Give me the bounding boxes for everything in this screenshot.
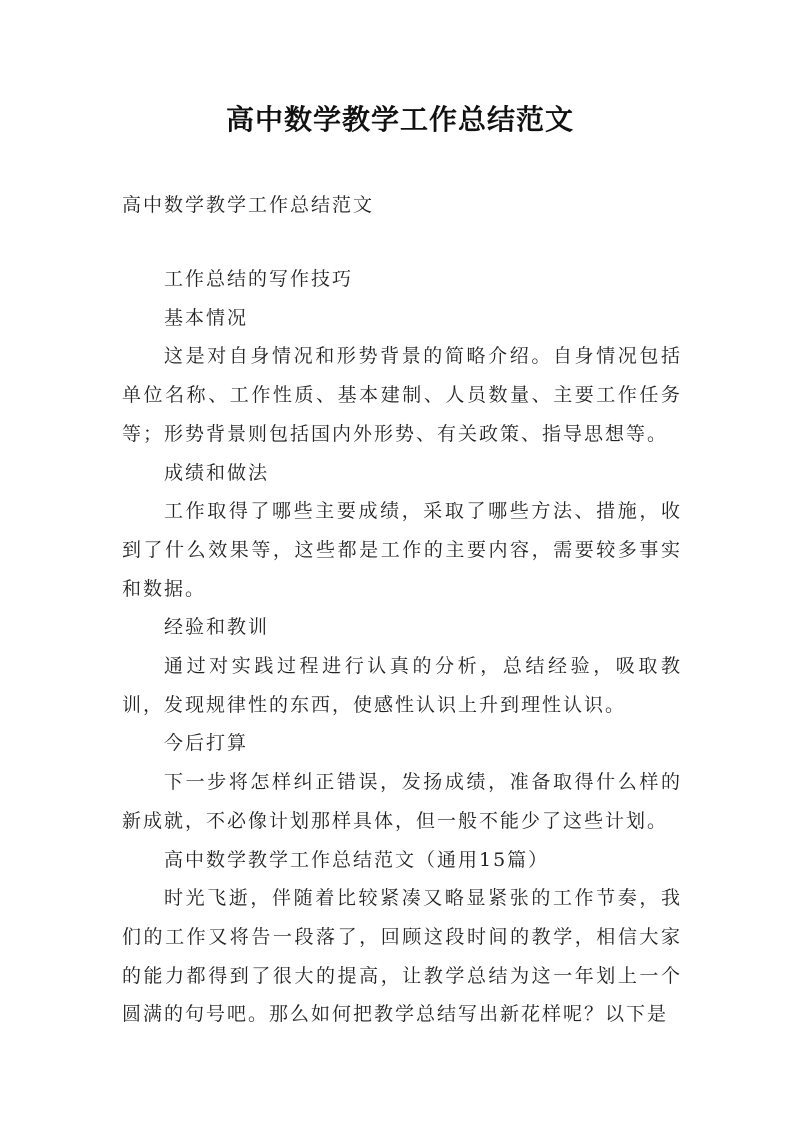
paragraph-introduction: 时光飞逝，伴随着比较紧凑又略显紧张的工作节奏，我们的工作又将告一段落了，回顾这段时间的教学，相信大家的能力都得到了很大的提高，让教学总结为这一年划上一个圆满的句号吧。那么如何把教学总结写出新花样呢？以下是 <box>122 887 682 1026</box>
paragraph-achievements: 工作取得了哪些主要成绩，采取了哪些方法、措施，收到了什么效果等，这些都是工作的主要内容，需要较多事实和数据。 <box>122 500 682 600</box>
section-heading-basic-situation: 基本情况 <box>164 306 249 329</box>
section-heading-future-plans: 今后打算 <box>164 732 249 755</box>
section-heading-summary-collection: 高中数学教学工作总结范文（通用15篇） <box>164 848 550 871</box>
section-heading-achievements: 成绩和做法 <box>164 461 270 484</box>
paragraph-lessons: 通过对实践过程进行认真的分析，总结经验，吸取教训，发现规律性的东西，使感性认识上升到理性认识。 <box>122 655 682 716</box>
document-body <box>122 260 682 1034</box>
section-heading-writing-tips: 工作总结的写作技巧 <box>164 268 354 290</box>
document-title: 高中数学教学工作总结范文 <box>225 103 574 136</box>
paragraph-basic-situation: 这是对自身情况和形势背景的简略介绍。自身情况包括单位名称、工作性质、基本建制、人员数量、主要工作任务等；形势背景则包括国内外形势、有关政策、指导思想等。 <box>122 345 682 445</box>
section-heading-lessons: 经验和教训 <box>164 616 270 639</box>
document-subtitle: 高中数学教学工作总结范文 <box>122 194 375 216</box>
paragraph-future-plans: 下一步将怎样纠正错误，发扬成绩，准备取得什么样的新成就，不必像计划那样具体，但一般不能少了这些计划。 <box>122 771 682 832</box>
